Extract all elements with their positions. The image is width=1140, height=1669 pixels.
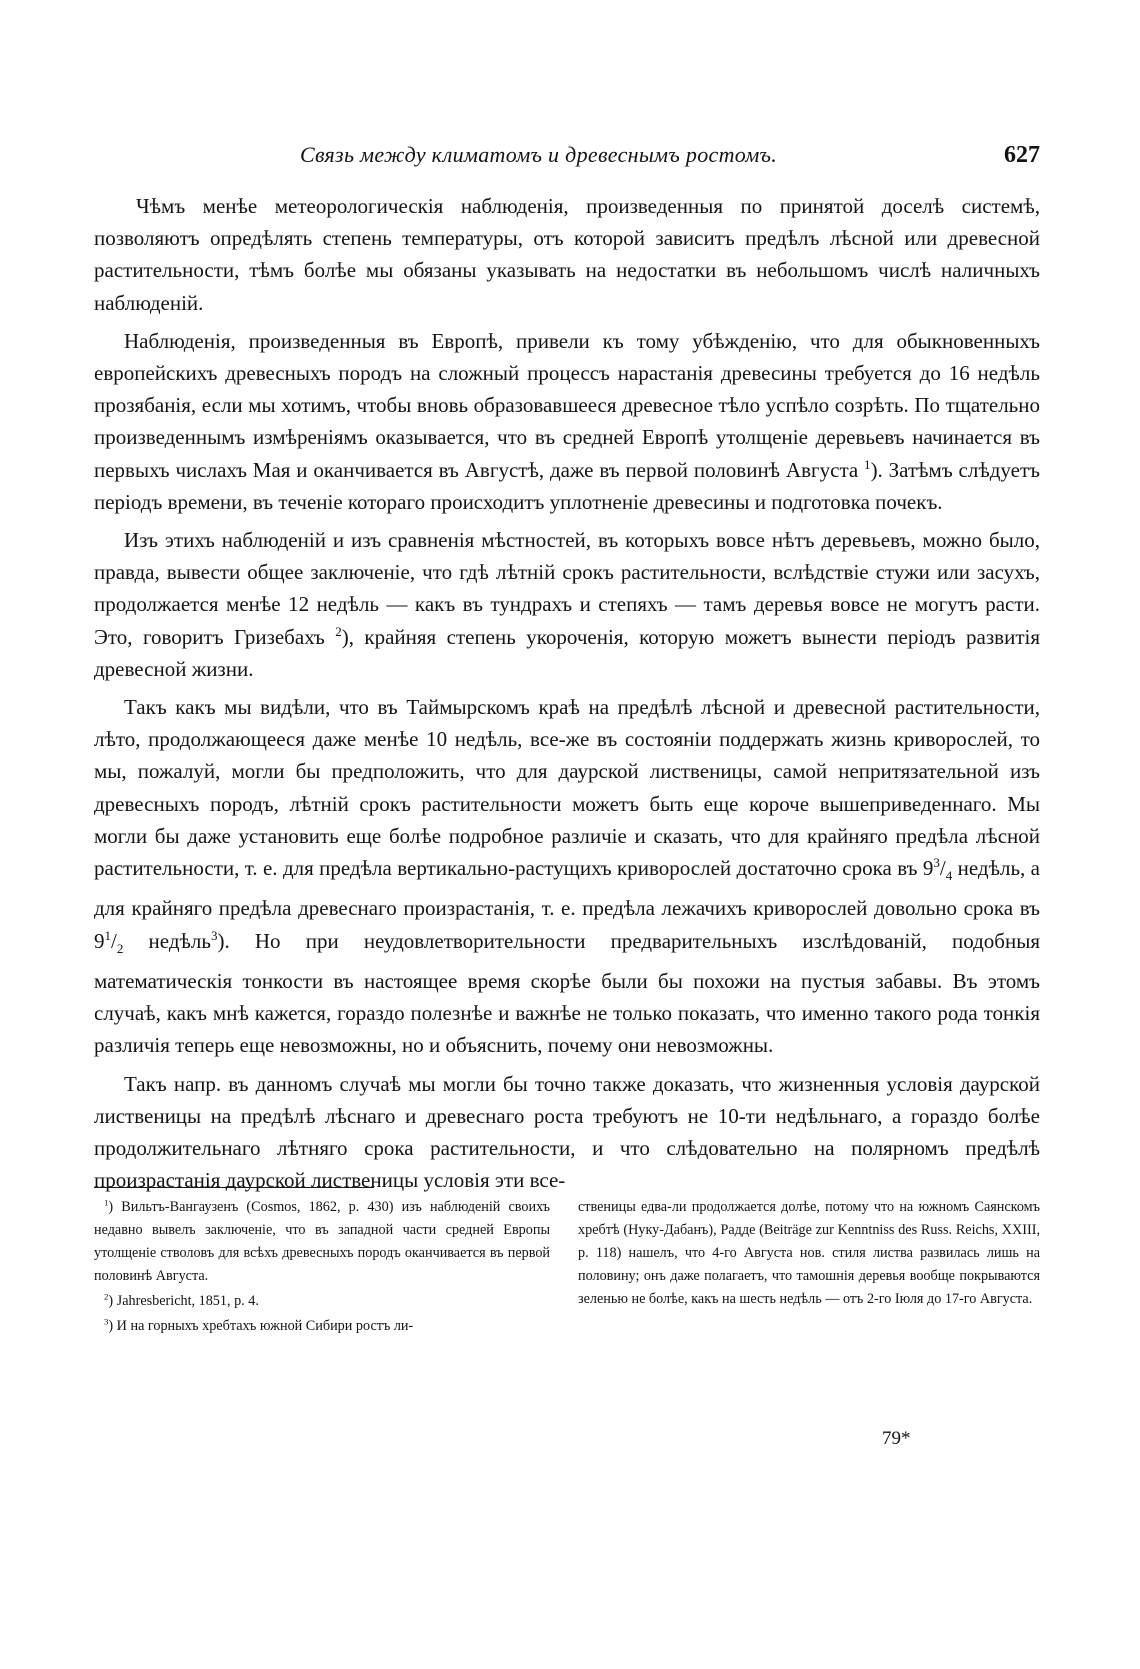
footnote-ref-2: 2: [335, 623, 342, 639]
signature-mark: 79*: [882, 1428, 911, 1449]
footnote-3-text: ) И на горныхъ хребтахъ южной Сибири ростъ ли-: [108, 1318, 414, 1334]
footnote-3: [94, 1315, 550, 1338]
footnote-ref-3: 3: [210, 927, 218, 943]
paragraph-3: [94, 524, 1040, 685]
footnote-1-mark: 1: [104, 1197, 109, 1208]
paragraph-2: [94, 325, 1040, 518]
footnote-1: [94, 1196, 550, 1288]
paragraph-4-text-a: Такъ какъ мы видѣли, что въ Таймырскомъ краѣ на предѣлѣ лѣсной и древесной растительности, лѣто, продолжающееся даже менѣе 10 недѣль, все-же въ состояніи поддержать жизнь криворослей, то мы, пожалуй, могли бы предположить, что для даурской лиственицы, самой непритязательной изъ древесныхъ породъ, лѣтній срокъ растительности можетъ быть еще короче вышеприведеннаго. Мы могли бы даже установить еще болѣе подробное различіе и сказать, что для крайняго предѣла лѣсной растительности, т. е. для предѣла вертикально-растущихъ криворослей достаточно срока въ 9: [94, 695, 1040, 881]
paragraph-2-text-a: Наблюденія, произведенныя въ Европѣ, привели къ тому убѣжденію, что для обыкновенныхъ европейскихъ древесныхъ породъ на сложный процессъ нарастанія древесины требуется до 16 недѣль прозябанія, если мы хотимъ, чтобы вновь образовавшееся древесное тѣло успѣло созрѣть. По тщательно произведеннымъ измѣреніямъ оказывается, что въ средней Европѣ утолщеніе деревьевъ начинается въ первыхъ числахъ Мая и оканчивается въ Августѣ, даже въ первой половинѣ Августа: [94, 328, 1040, 482]
paragraph-2-text-b: ). Затѣмъ слѣдуетъ періодъ времени, въ теченіе котораго происходитъ уплотненіе древесины и подготовка почекъ.: [94, 457, 1040, 514]
fraction-1-numerator: 3: [933, 855, 940, 871]
paragraph-1: Чѣмъ менѣе метеорологическія наблюденія, произведенныя по принятой доселѣ системѣ, позволяютъ опредѣлять степень температуры, отъ которой зависитъ предѣлъ лѣсной или древесной растительности, тѣмъ болѣе мы обязаны указывать на недостатки въ небольшомъ числѣ наличныхъ наблюденій.: [94, 194, 1040, 315]
footnote-3-continuation: ственицы едва-ли продолжается долѣе, потому что на южномъ Саянскомъ хребтѣ (Нуку-Дабанъ), Радде (Beiträge zur Kenntniss des Russ. Reichs, XXIII, p. 118) нашелъ, что 4-го Августа нов. стиля листва развилась лишь на половину; онъ даже полагаетъ, что тамошнія деревья вообще покрываются зеленью не болѣе, какъ на шесть недѣль — отъ 2-го Іюля до 17-го Августа.: [578, 1199, 1040, 1307]
fraction-2-denominator: 2: [116, 940, 124, 956]
footnote-3-mark: 3: [104, 1316, 109, 1327]
fraction-1-denominator: 4: [945, 868, 953, 884]
running-title: Связь между климатомъ и древеснымъ ростомъ.: [300, 142, 778, 167]
footnote-divider: [94, 1187, 374, 1188]
page-header: [300, 142, 1040, 182]
page-number: 627: [1004, 142, 1040, 168]
footnotes-left-column: [94, 1196, 550, 1340]
paragraph-4-text-d: ). Но при неудовлетворительности предварительныхъ изслѣдованій, подобныя математическія тонкости въ настоящее время скорѣе были бы похожи на пустыя забавы. Въ этомъ случаѣ, какъ мнѣ кажется, гораздо полезнѣе и важнѣе не только показать, что именно такого рода тонкія различія теперь еще невозможны, но и объяснить, почему они невозможны.: [94, 928, 1040, 1058]
footnote-2: [94, 1290, 550, 1313]
footnote-ref-1: 1: [864, 456, 871, 472]
paragraph-3-text-b: ), крайняя степень укороченія, которую можетъ вынести періодъ развитія древесной жизни.: [94, 624, 1041, 681]
paragraph-4-text-b: недѣль, а для крайняго предѣла древеснаго произрастанія, т. е. предѣла лежачихъ криворослей довольно срока въ 9: [94, 856, 1041, 953]
paragraph-4: [94, 691, 1040, 1062]
footnotes-right-column: [578, 1196, 1040, 1311]
footnote-2-text: ) Jahresbericht, 1851, p. 4.: [108, 1293, 259, 1309]
paragraph-5: Такъ напр. въ данномъ случаѣ мы могли бы точно также доказать, что жизненныя условія даурской лиственицы на предѣлѣ лѣснаго и древеснаго роста требуютъ не 10-ти недѣльнаго, а гораздо болѣе продолжительнаго лѣтняго срока растительности, и что слѣдовательно на полярномъ предѣлѣ произрастанія даурской лиственицы условія эти все-: [94, 1071, 1040, 1193]
footnote-2-mark: 2: [104, 1291, 109, 1302]
fraction-2-numerator: 1: [104, 927, 112, 943]
paragraph-4-text-c: недѣль: [123, 928, 211, 953]
main-text: [94, 190, 1040, 1202]
fraction-1-separator: /: [939, 856, 946, 881]
footnote-1-text: ) Вильтъ-Вангаузенъ (Cosmos, 1862, p. 430) изъ наблюденій своихъ недавно вывелъ заключеніе, что въ западной части средней Европы утолщеніе стволовъ для всѣхъ древесныхъ породъ оканчивается въ первой половинѣ Августа.: [94, 1199, 550, 1284]
paragraph-3-text-a: Изъ этихъ наблюденій и изъ сравненія мѣстностей, въ которыхъ вовсе нѣтъ деревьевъ, можно было, правда, вывести общее заключеніе, что гдѣ лѣтній срокъ растительности, вслѣдствіе стужи или засухъ, продолжается менѣе 12 недѣль — какъ въ тундрахъ и степяхъ — тамъ деревья вовсе не могутъ расти. Это, говоритъ Гризебахъ: [94, 528, 1040, 649]
fraction-2-separator: /: [111, 928, 117, 953]
